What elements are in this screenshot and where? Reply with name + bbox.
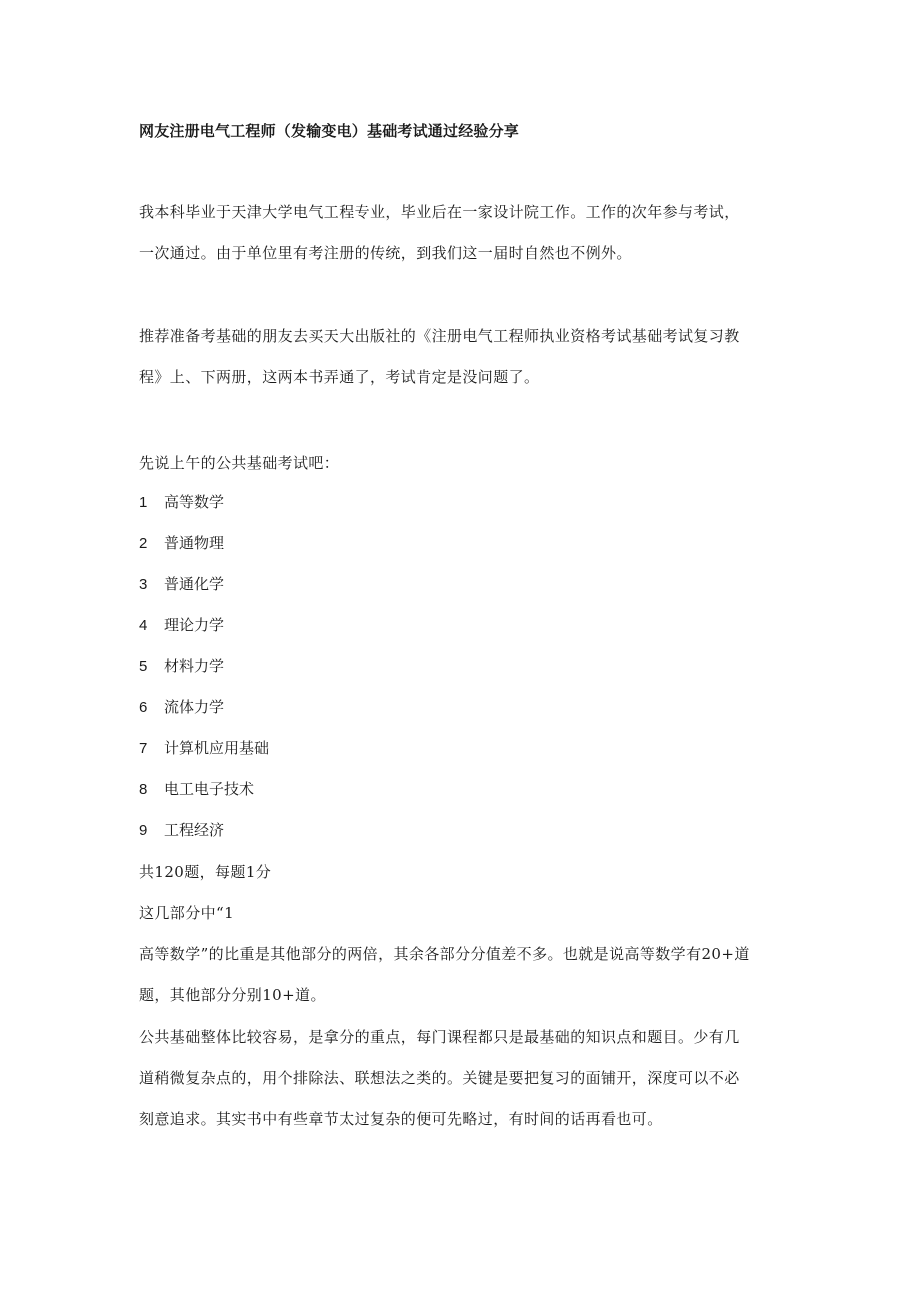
subject-name: 计算机应用基础 [164, 739, 270, 757]
advice-paragraph [139, 1017, 783, 1140]
list-item [139, 810, 539, 851]
weight-detail-paragraph [139, 934, 783, 1016]
list-item [139, 605, 539, 646]
subject-number: 8 [139, 781, 148, 798]
subject-name: 普通物理 [164, 534, 225, 552]
advice-line: 道稍微复杂点的，用个排除法、联想法之类的。关键是要把复习的面铺开，深度可以不必 [139, 1069, 740, 1087]
weight-detail-line: 题，其他部分分别10+道。 [139, 986, 326, 1004]
score-note: 共120题，每题1分 [139, 863, 272, 881]
recommendation-line: 推荐准备考基础的朋友去买天大出版社的《注册电气工程师执业资格考试基础考试复习教 [139, 327, 740, 345]
document-title: 网友注册电气工程师（发输变电）基础考试通过经验分享 [139, 122, 520, 140]
subject-list [139, 482, 539, 851]
weight-lead: 这几部分中“1 [139, 904, 235, 922]
subject-number: 9 [139, 822, 148, 839]
subject-number: 6 [139, 699, 148, 716]
advice-line: 刻意追求。其实书中有些章节太过复杂的便可先略过，有时间的话再看也可。 [139, 1110, 663, 1128]
intro-line: 一次通过。由于单位里有考注册的传统，到我们这一届时自然也不例外。 [139, 244, 632, 262]
subject-number: 1 [139, 494, 148, 511]
subject-number: 2 [139, 535, 148, 552]
morning-intro: 先说上午的公共基础考试吧： [139, 454, 340, 472]
intro-paragraph [139, 192, 783, 274]
subject-name: 普通化学 [164, 575, 225, 593]
subject-name: 高等数学 [164, 493, 225, 511]
list-item [139, 482, 539, 523]
subject-number: 5 [139, 658, 148, 675]
subject-name: 电工电子技术 [164, 780, 255, 798]
recommendation-line: 程》上、下两册，这两本书弄通了，考试肯定是没问题了。 [139, 368, 540, 386]
subject-name: 工程经济 [164, 821, 225, 839]
subject-name: 材料力学 [164, 657, 225, 675]
subject-name: 理论力学 [164, 616, 225, 634]
list-item [139, 687, 539, 728]
list-item [139, 646, 539, 687]
subject-name: 流体力学 [164, 698, 225, 716]
list-item [139, 564, 539, 605]
intro-line: 我本科毕业于天津大学电气工程专业，毕业后在一家设计院工作。工作的次年参与考试， [139, 203, 740, 221]
weight-detail-line: 高等数学”的比重是其他部分的两倍，其余各部分分值差不多。也就是说高等数学有20+道 [139, 945, 750, 963]
recommendation-paragraph [139, 316, 783, 398]
list-item [139, 728, 539, 769]
advice-line: 公共基础整体比较容易，是拿分的重点，每门课程都只是最基础的知识点和题目。少有几 [139, 1028, 740, 1046]
list-item [139, 523, 539, 564]
subject-number: 3 [139, 576, 148, 593]
list-item [139, 769, 539, 810]
subject-number: 7 [139, 740, 148, 757]
subject-number: 4 [139, 617, 148, 634]
